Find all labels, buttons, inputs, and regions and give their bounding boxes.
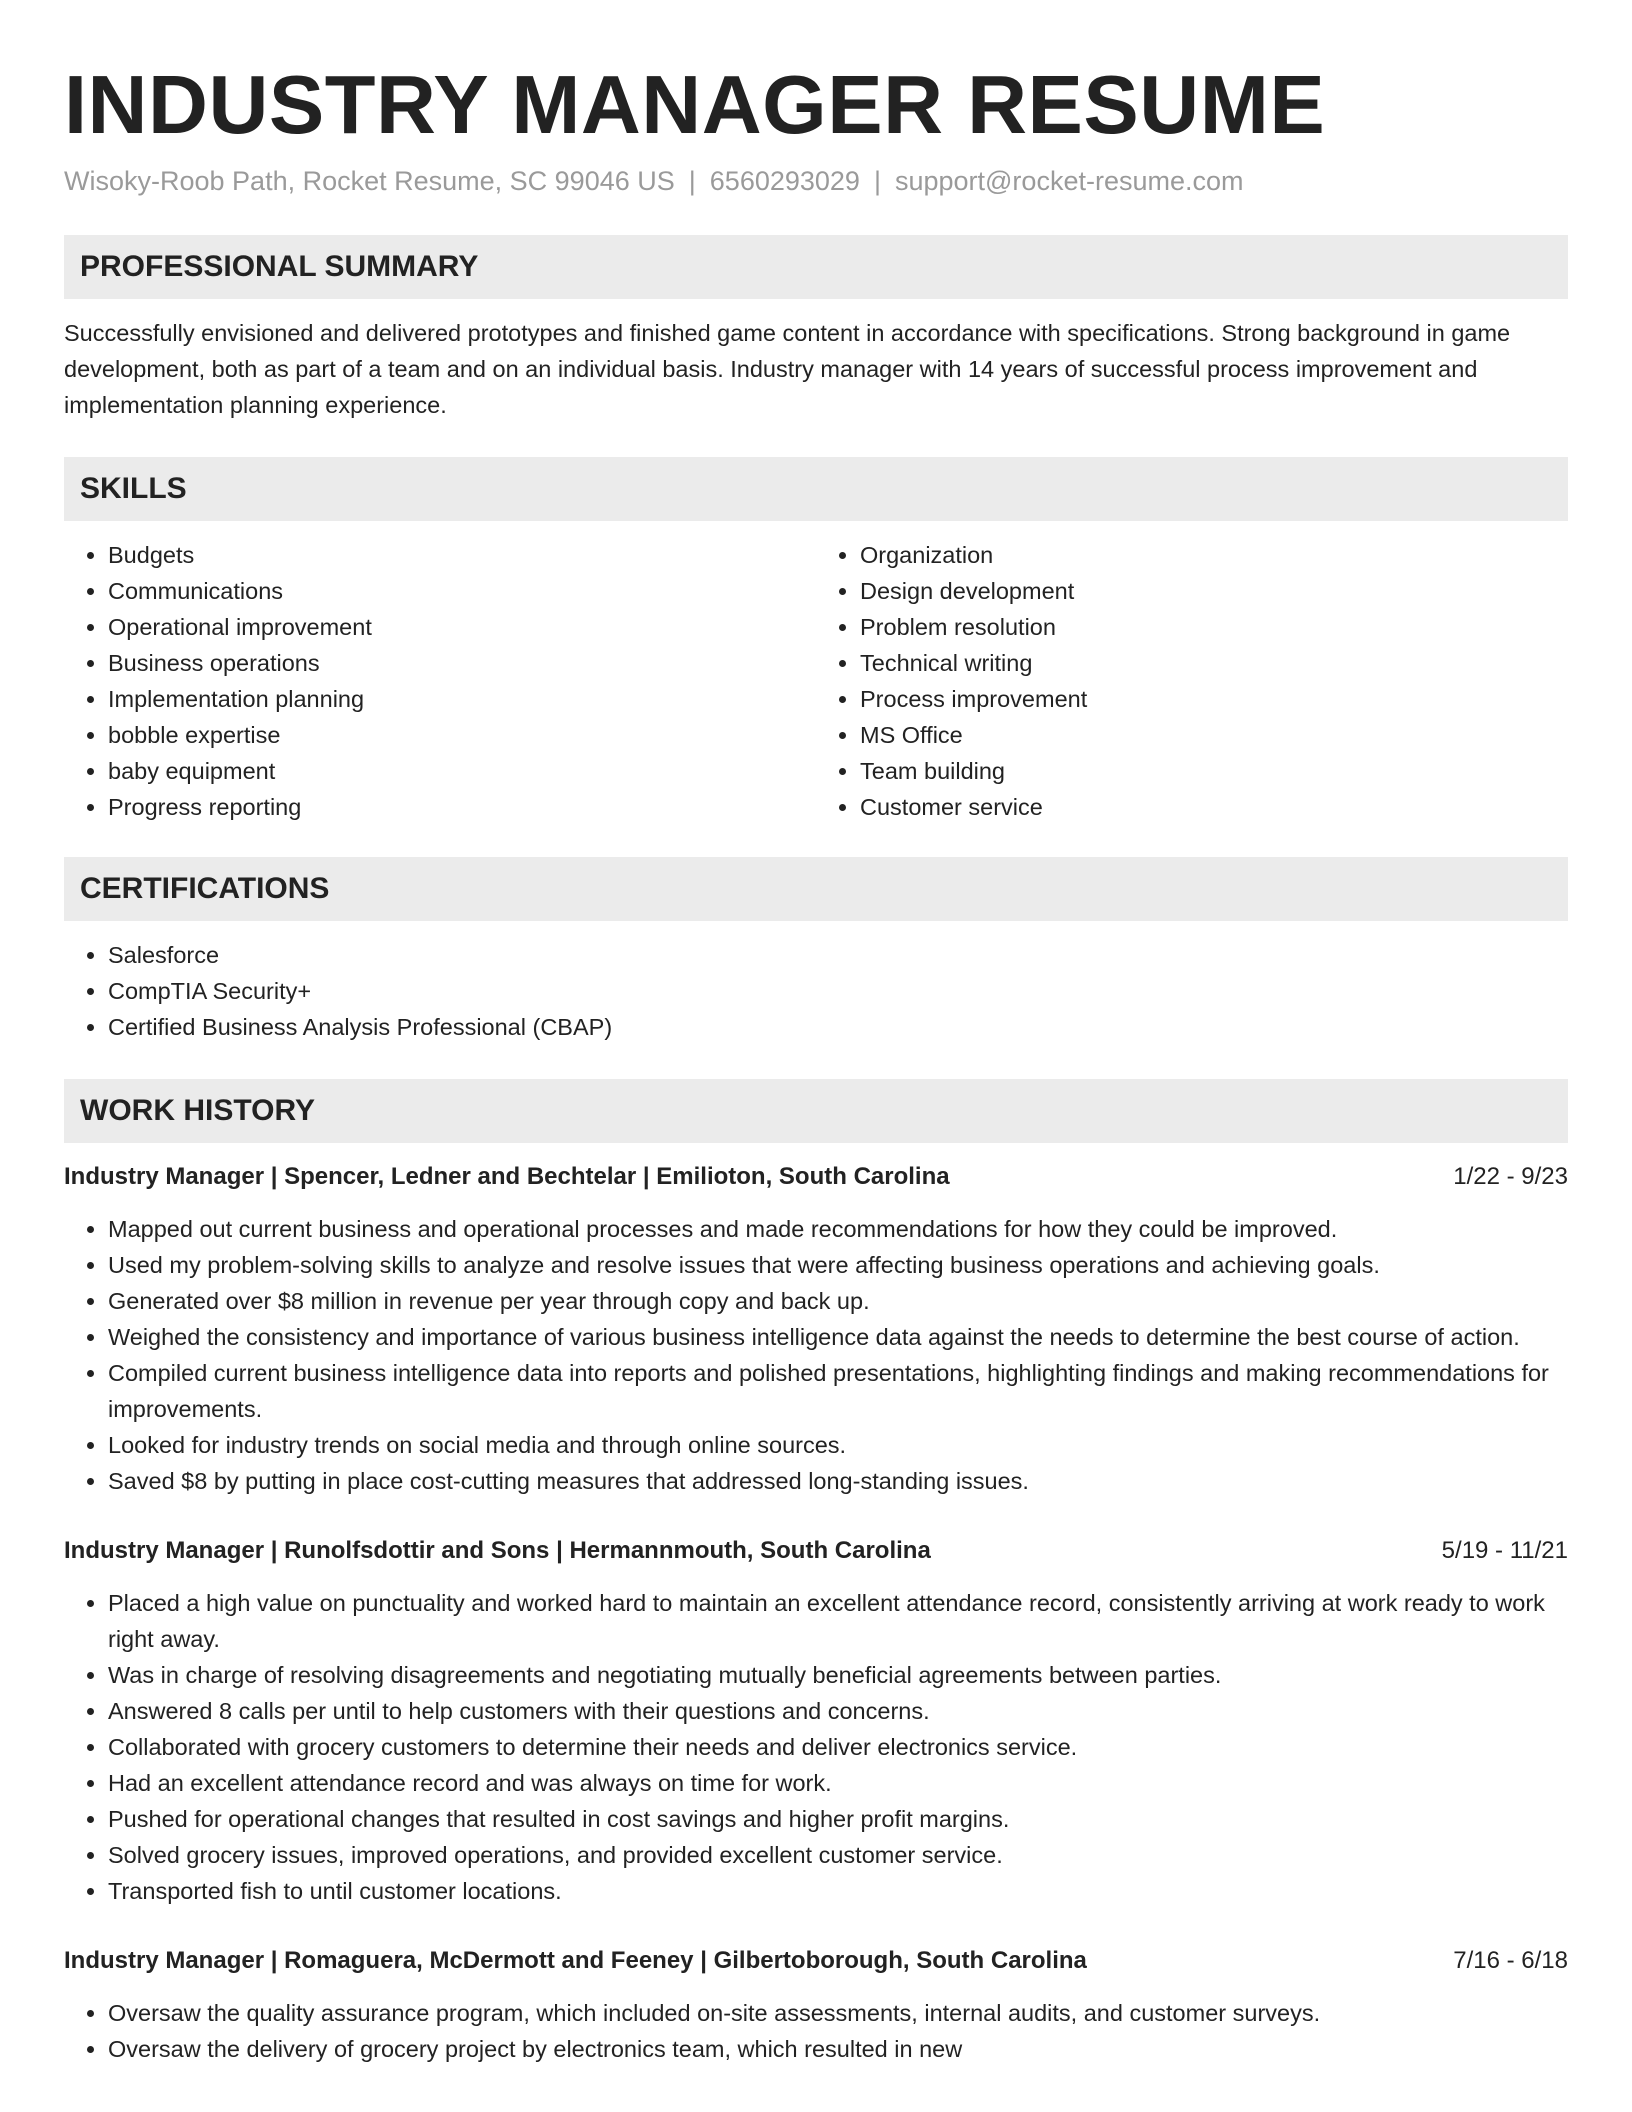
job-bullet: • Used my problem-solving skills to analyze and resolve issues that were affecting business operations and achieving goals. [108, 1247, 1568, 1283]
job-entry [64, 1533, 1568, 1909]
certifications-list [64, 937, 1568, 1045]
job-header [64, 1159, 1568, 1195]
skill-item: • Technical writing [860, 645, 1568, 681]
skill-item: • Organization [860, 537, 1568, 573]
skill-item: • Budgets [108, 537, 816, 573]
job-dates: 7/16 - 6/18 [1453, 1947, 1568, 1974]
skills-columns [64, 537, 1568, 825]
job-title: Industry Manager | Spencer, Ledner and Bechtelar | Emilioton, South Carolina [64, 1163, 950, 1190]
job-bullets [64, 1211, 1568, 1499]
job-title: Industry Manager | Romaguera, McDermott and Feeney | Gilbertoborough, South Carolina [64, 1947, 1087, 1974]
job-title: Industry Manager | Runolfsdottir and Sons | Hermannmouth, South Carolina [64, 1537, 931, 1564]
section-header-certifications: CERTIFICATIONS [64, 857, 1568, 921]
job-bullet: • Placed a high value on punctuality and worked hard to maintain an excellent attendance record, consistently arriving at work ready to work right away. [108, 1585, 1568, 1657]
job-bullet: • Looked for industry trends on social media and through online sources. [108, 1427, 1568, 1463]
skill-item: • Problem resolution [860, 609, 1568, 645]
skills-list-left [64, 537, 816, 825]
skill-item: • Progress reporting [108, 789, 816, 825]
skill-item: • Business operations [108, 645, 816, 681]
contact-separator: | [688, 166, 696, 196]
job-bullet: • Oversaw the delivery of grocery project by electronics team, which resulted in new [108, 2031, 1568, 2067]
job-dates: 5/19 - 11/21 [1441, 1537, 1568, 1564]
job-bullet: • Was in charge of resolving disagreements and negotiating mutually beneficial agreements between parties. [108, 1657, 1568, 1693]
skill-item: • Implementation planning [108, 681, 816, 717]
job-bullet: • Solved grocery issues, improved operations, and provided excellent customer service. [108, 1837, 1568, 1873]
summary-text: Successfully envisioned and delivered prototypes and finished game content in accordance with specifications. Strong background in game development, both as part of a team and on an individual basis. Industry manager with 14 years of successful process improvement and implementation planning experience. [64, 320, 1511, 418]
skill-item: • baby equipment [108, 753, 816, 789]
job-dates: 1/22 - 9/23 [1453, 1163, 1568, 1190]
job-entry [64, 1943, 1568, 2067]
section-header-skills: SKILLS [64, 457, 1568, 521]
job-bullet: • Answered 8 calls per until to help customers with their questions and concerns. [108, 1693, 1568, 1729]
skill-item: • Operational improvement [108, 609, 816, 645]
skill-item: • Team building [860, 753, 1568, 789]
job-bullet: • Saved $8 by putting in place cost-cutting measures that addressed long-standing issues. [108, 1463, 1568, 1499]
job-bullet: • Mapped out current business and operational processes and made recommendations for how they could be improved. [108, 1211, 1568, 1247]
job-bullet: • Had an excellent attendance record and was always on time for work. [108, 1765, 1568, 1801]
job-header [64, 1943, 1568, 1979]
job-bullet: • Transported fish to until customer locations. [108, 1873, 1568, 1909]
skill-item: • Communications [108, 573, 816, 609]
certification-item: • Certified Business Analysis Professional (CBAP) [108, 1009, 1568, 1045]
contact-email: support@rocket-resume.com [894, 166, 1244, 196]
job-bullet: • Weighed the consistency and importance of various business intelligence data against the needs to determine the best course of action. [108, 1319, 1568, 1355]
contact-line [64, 163, 1568, 199]
skill-item: • Process improvement [860, 681, 1568, 717]
skill-item: • MS Office [860, 717, 1568, 753]
contact-address: Wisoky-Roob Path, Rocket Resume, SC 99046 US [64, 166, 675, 196]
job-entry [64, 1159, 1568, 1499]
job-bullets [64, 1585, 1568, 1909]
contact-separator: | [873, 166, 881, 196]
job-bullet: • Pushed for operational changes that resulted in cost savings and higher profit margins. [108, 1801, 1568, 1837]
job-bullets [64, 1995, 1568, 2067]
section-header-summary: PROFESSIONAL SUMMARY [64, 235, 1568, 299]
section-header-work-history: WORK HISTORY [64, 1079, 1568, 1143]
certification-item: • Salesforce [108, 937, 1568, 973]
job-bullet: • Oversaw the quality assurance program, which included on-site assessments, internal audits, and customer surveys. [108, 1995, 1568, 2031]
skill-item: • Customer service [860, 789, 1568, 825]
contact-phone: 6560293029 [709, 166, 860, 196]
job-bullet: • Compiled current business intelligence data into reports and polished presentations, highlighting findings and making recommendations for improvements. [108, 1355, 1568, 1427]
job-bullet: • Generated over $8 million in revenue per year through copy and back up. [108, 1283, 1568, 1319]
skill-item: • Design development [860, 573, 1568, 609]
certification-item: • CompTIA Security+ [108, 973, 1568, 1009]
resume-title: INDUSTRY MANAGER RESUME [64, 58, 1326, 151]
job-bullet: • Collaborated with grocery customers to determine their needs and deliver electronics service. [108, 1729, 1568, 1765]
skills-list-right [816, 537, 1568, 825]
job-header [64, 1533, 1568, 1569]
skill-item: • bobble expertise [108, 717, 816, 753]
